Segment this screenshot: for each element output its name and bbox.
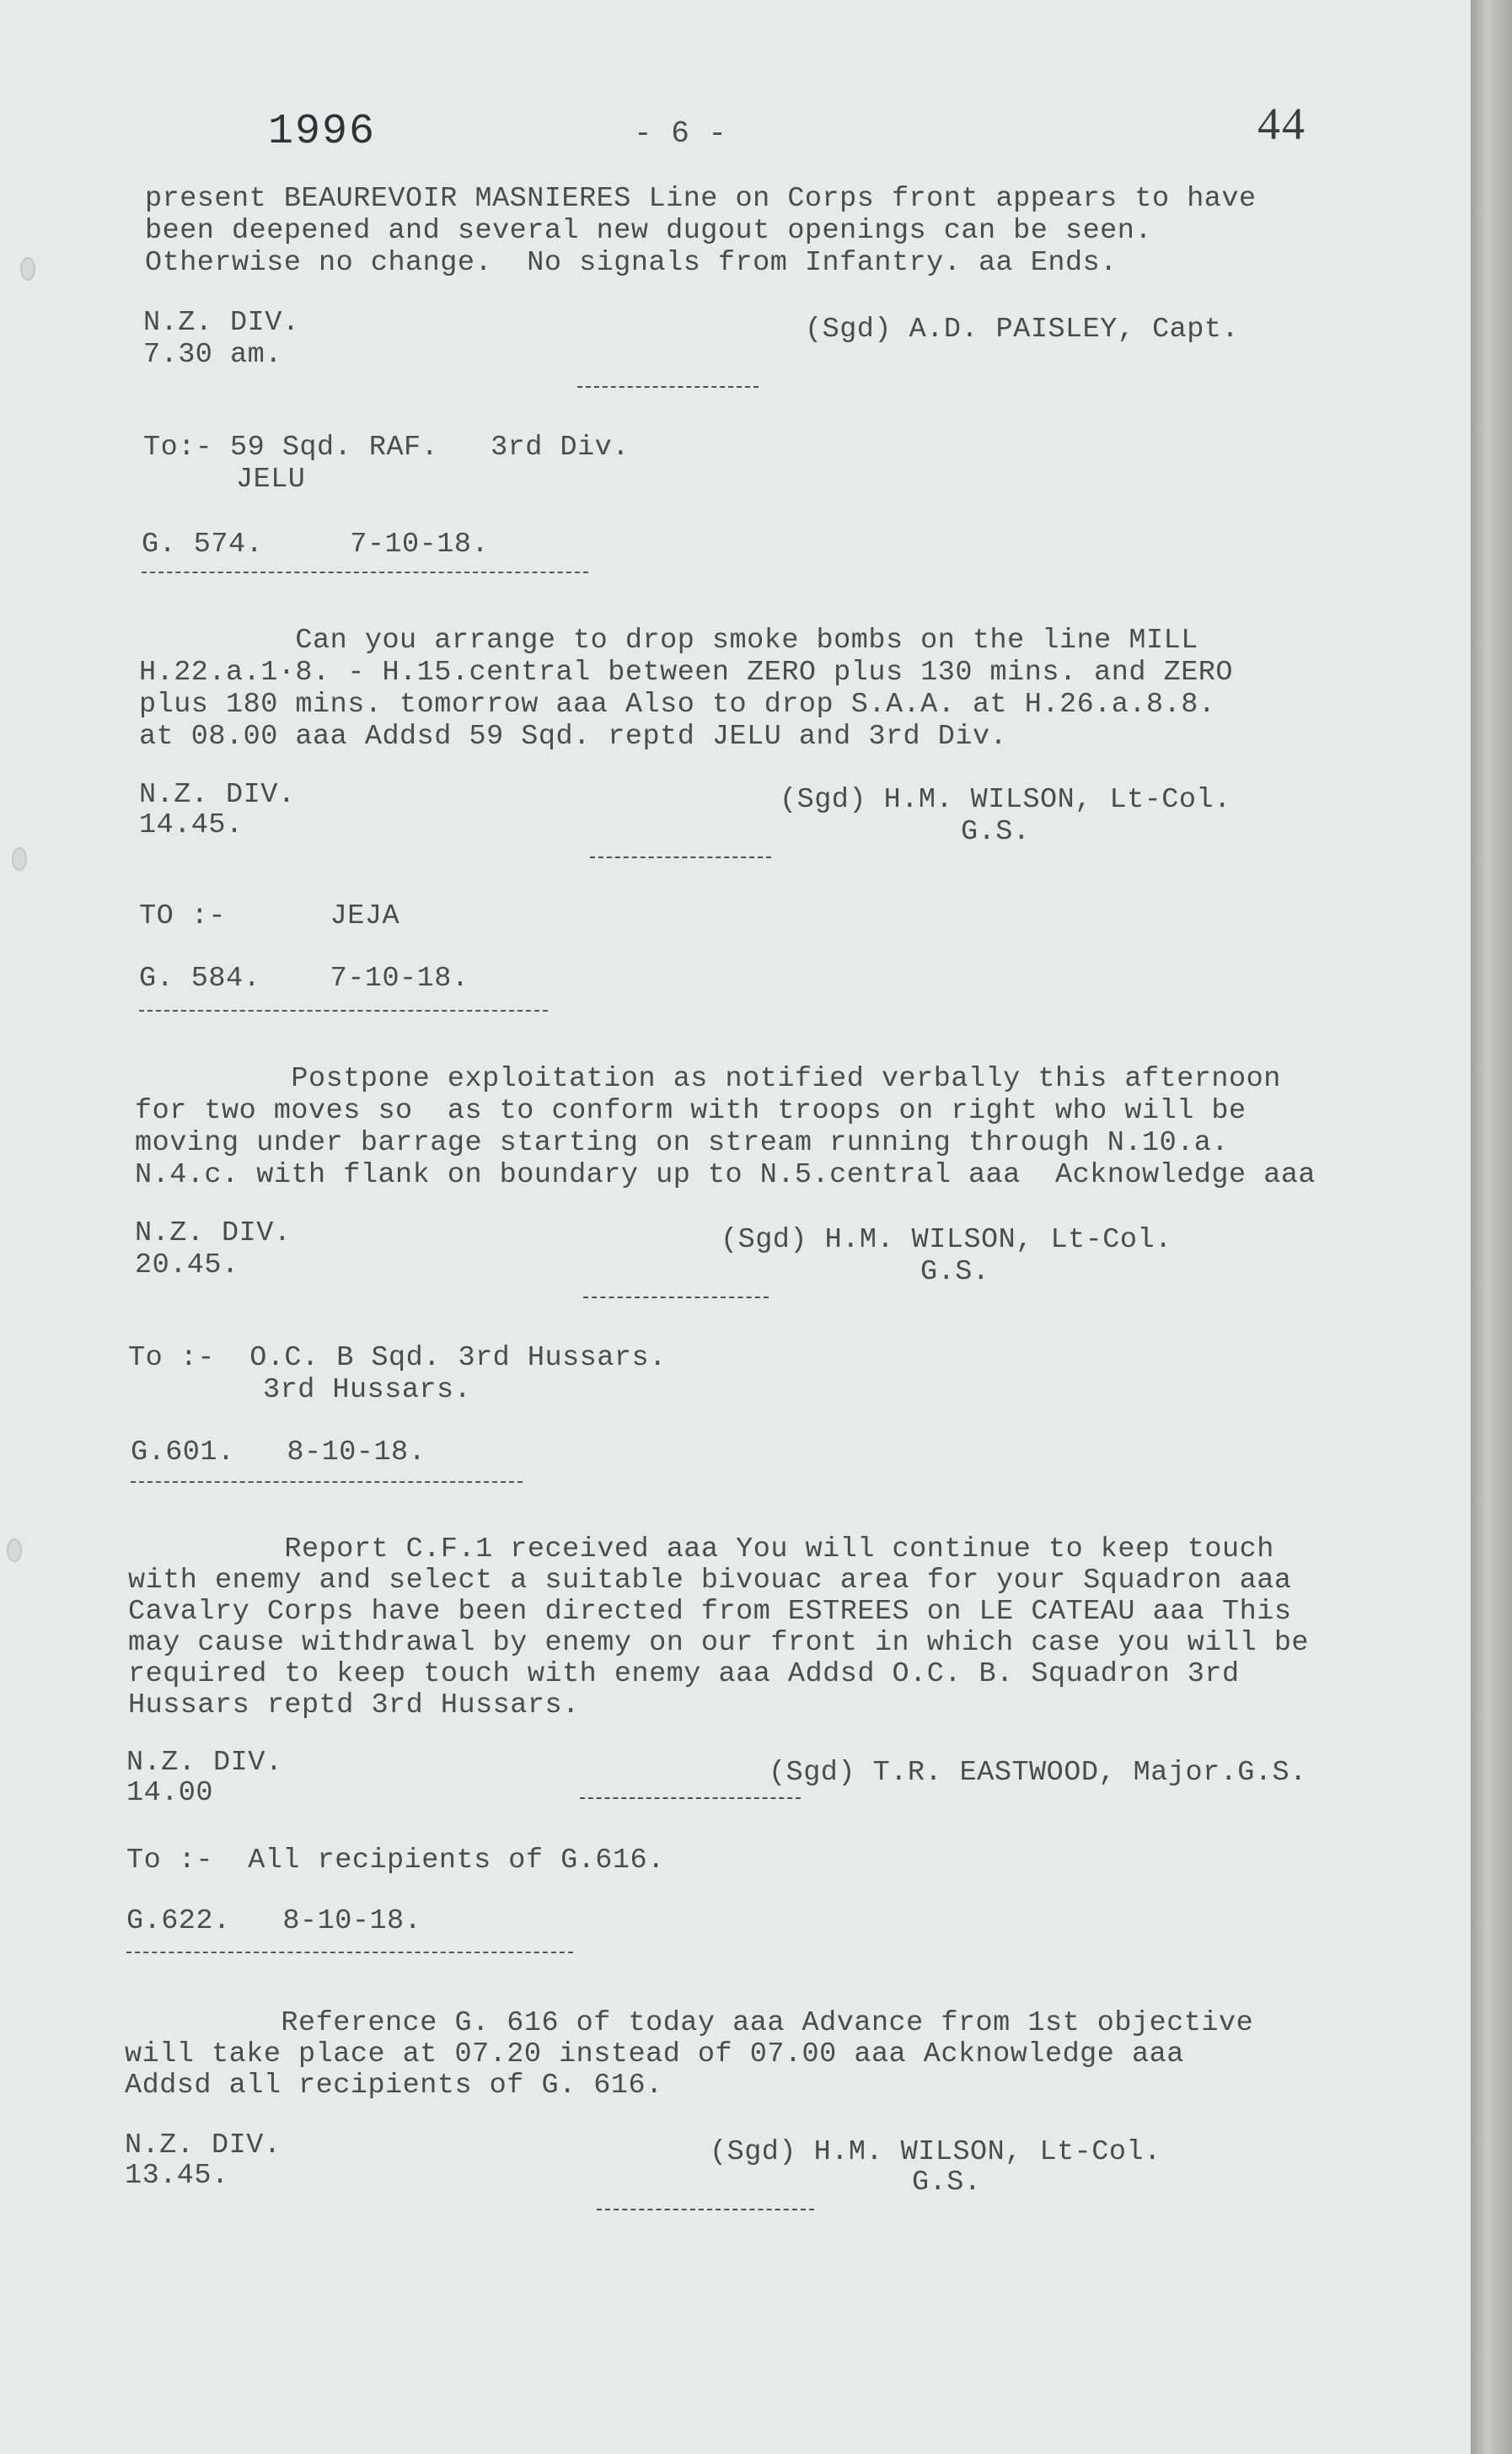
body-line: plus 180 mins. tomorrow aaa Also to drop S.A.A. at H.26.a.8.8. <box>139 689 1216 721</box>
section-divider <box>597 2209 814 2210</box>
rank: G.S. <box>920 1256 990 1288</box>
section-divider <box>590 856 771 858</box>
signature: (Sgd) H.M. WILSON, Lt-Col. <box>710 2136 1161 2168</box>
rank: G.S. <box>912 2167 982 2199</box>
message-reference: G. 574. 7-10-18. <box>142 529 490 561</box>
recipient-line: TO :- JEJA <box>139 900 400 932</box>
signature: (Sgd) H.M. WILSON, Lt-Col. <box>721 1224 1172 1256</box>
time: 13.45. <box>125 2160 229 2192</box>
time: 20.45. <box>135 1249 239 1281</box>
signature: (Sgd) H.M. WILSON, Lt-Col. <box>780 784 1231 816</box>
underline-rule <box>126 1952 573 1953</box>
body-line: for two moves so as to conform with troops on right who will be <box>135 1095 1247 1127</box>
message-reference: G.601. 8-10-18. <box>131 1436 426 1469</box>
recipient-line: To:- 59 Sqd. RAF. 3rd Div. <box>143 432 630 464</box>
body-line: moving under barrage starting on stream running through N.10.a. <box>135 1127 1230 1159</box>
body-line: Cavalry Corps have been directed from ESTREES on LE CATEAU aaa This <box>128 1596 1292 1628</box>
time: 14.00 <box>126 1777 214 1809</box>
time: 14.45. <box>139 809 244 841</box>
message-reference: G.622. 8-10-18. <box>126 1905 422 1937</box>
body-line: been deepened and several new dugout openings can be seen. <box>145 215 1152 247</box>
rank: G.S. <box>961 816 1031 848</box>
body-line: Postpone exploitation as notified verbally this afternoon <box>135 1063 1281 1095</box>
body-line: Can you arrange to drop smoke bombs on the line MILL <box>139 625 1198 657</box>
body-line: Report C.F.1 received aaa You will continue to keep touch <box>128 1533 1274 1565</box>
body-line: Addsd all recipients of G. 616. <box>125 2070 663 2102</box>
body-line: H.22.a.1·8. - H.15.central between ZERO plus 130 mins. and ZERO <box>139 657 1234 689</box>
body-line: with enemy and select a suitable bivouac area for your Squadron aaa <box>128 1565 1292 1597</box>
body-line: required to keep touch with enemy aaa Addsd O.C. B. Squadron 3rd <box>128 1658 1240 1690</box>
header-page-number: - 6 - <box>634 116 727 151</box>
signature: (Sgd) T.R. EASTWOOD, Major.G.S. <box>769 1757 1307 1789</box>
signature: (Sgd) A.D. PAISLEY, Capt. <box>805 314 1240 346</box>
time: 7.30 am. <box>143 339 282 371</box>
recipient-line: To :- All recipients of G.616. <box>126 1845 665 1877</box>
origin: N.Z. DIV. <box>135 1217 292 1249</box>
origin: N.Z. DIV. <box>126 1747 283 1779</box>
underline-rule <box>131 1481 523 1483</box>
section-divider <box>583 1297 769 1298</box>
section-divider <box>580 1797 801 1799</box>
body-line: Hussars reptd 3rd Hussars. <box>128 1689 580 1721</box>
underline-rule <box>139 1010 548 1012</box>
header-file-number: 1996 <box>268 108 377 156</box>
message-reference: G. 584. 7-10-18. <box>139 963 469 995</box>
header-folio-number: 44 <box>1257 99 1306 149</box>
body-line: N.4.c. with flank on boundary up to N.5.central aaa Acknowledge aaa <box>135 1159 1316 1191</box>
recipient-line: To :- O.C. B Sqd. 3rd Hussars. <box>128 1342 667 1374</box>
page-edge <box>1471 0 1512 2454</box>
body-line: Reference G. 616 of today aaa Advance from 1st objective <box>125 2007 1254 2039</box>
body-line: may cause withdrawal by enemy on our front in which case you will be <box>128 1627 1310 1659</box>
body-line: present BEAUREVOIR MASNIERES Line on Corps front appears to have <box>145 183 1257 215</box>
body-line: will take place at 07.20 instead of 07.00 aaa Acknowledge aaa <box>125 2038 1184 2070</box>
origin: N.Z. DIV. <box>125 2129 281 2161</box>
body-line: at 08.00 aaa Addsd 59 Sqd. reptd JELU and 3rd Div. <box>139 721 1008 753</box>
body-line: Otherwise no change. No signals from Infantry. aa Ends. <box>145 247 1118 279</box>
punch-hole <box>20 257 35 281</box>
punch-hole <box>12 847 27 871</box>
recipient-line: 3rd Hussars. <box>263 1374 472 1406</box>
recipient-line: JELU <box>236 464 306 496</box>
origin: N.Z. DIV. <box>139 779 296 811</box>
section-divider <box>577 386 759 388</box>
underline-rule <box>142 572 588 573</box>
origin: N.Z. DIV. <box>143 307 300 339</box>
punch-hole <box>7 1538 22 1562</box>
